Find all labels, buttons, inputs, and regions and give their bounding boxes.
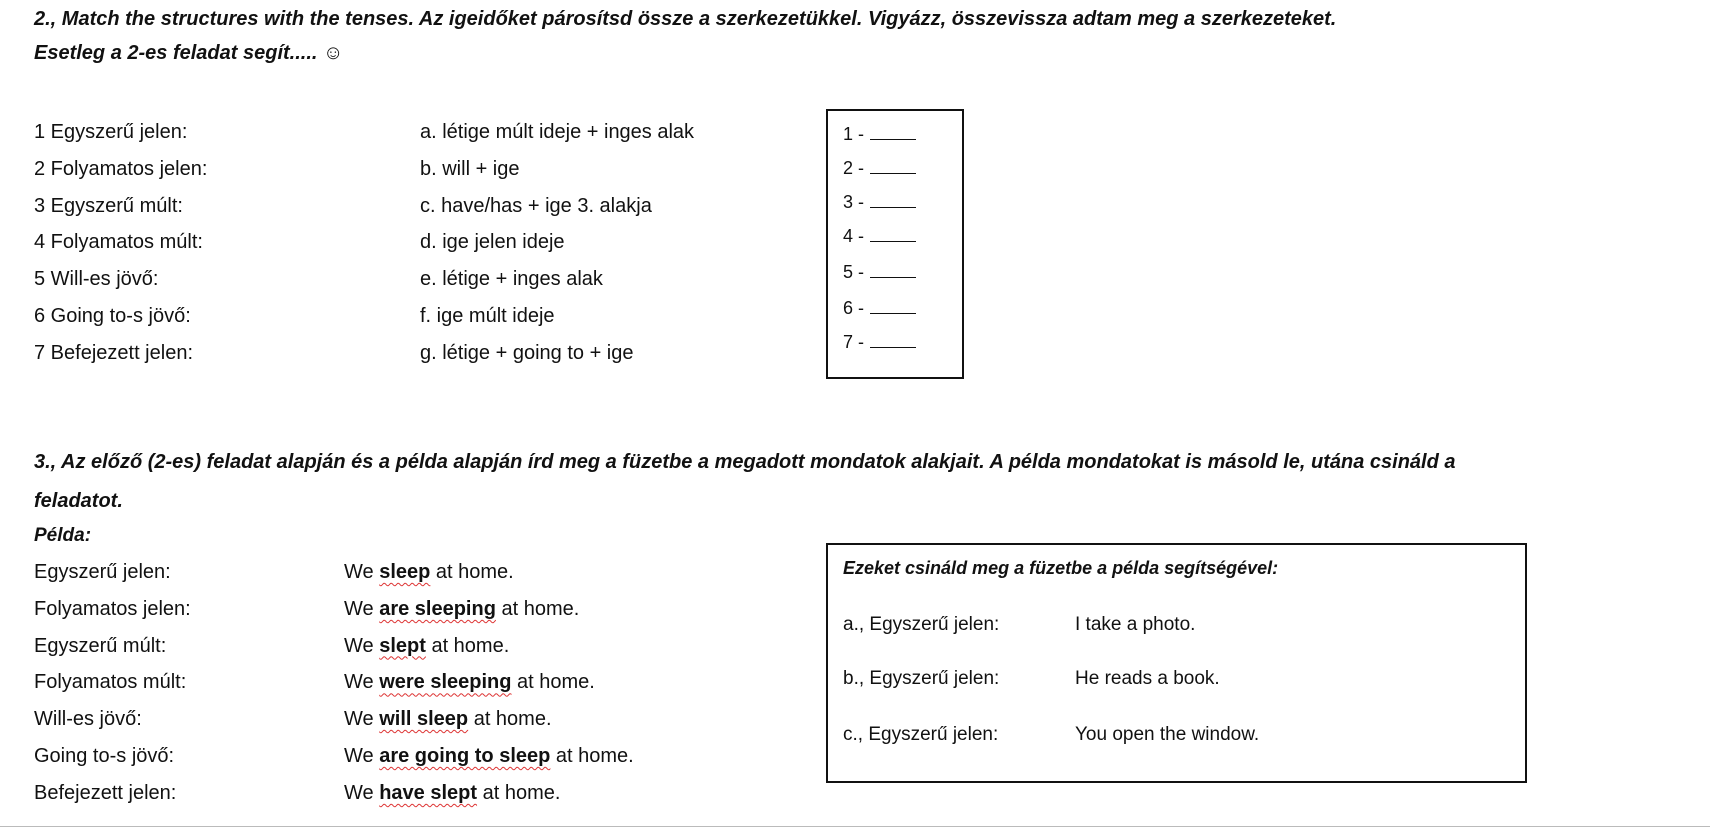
tense-label: 7 Befejezett jelen: bbox=[34, 341, 193, 364]
exercise-sentence: I take a photo. bbox=[1075, 614, 1196, 635]
tense-label: 2 Folyamatos jelen: bbox=[34, 157, 208, 180]
exercise-label: c., Egyszerű jelen: bbox=[843, 724, 999, 745]
example-label: Példa: bbox=[34, 525, 92, 546]
tense-label: 3 Egyszerű múlt: bbox=[34, 194, 183, 217]
example-tense: Egyszerű jelen: bbox=[34, 561, 171, 583]
example-sentence: We sleep at home. bbox=[344, 561, 514, 583]
exercise-sentence: You open the window. bbox=[1075, 724, 1260, 745]
exercise-box-title: Ezeket csináld meg a füzetbe a példa segítségével: bbox=[843, 558, 1279, 578]
tense-label: 1 Egyszerű jelen: bbox=[34, 121, 188, 143]
example-tense: Going to-s jövő: bbox=[34, 745, 175, 767]
example-tense: Folyamatos jelen: bbox=[34, 597, 191, 620]
answer-slot[interactable]: 7 - bbox=[843, 332, 916, 353]
structure-item: d. ige jelen ideje bbox=[420, 231, 565, 254]
structure-item: b. will + ige bbox=[420, 157, 520, 180]
structure-item: e. létige + inges alak bbox=[420, 268, 603, 291]
example-tense: Egyszerű múlt: bbox=[34, 634, 167, 657]
answer-slot[interactable]: 3 - bbox=[843, 192, 916, 213]
task3-title: 3., Az előző (2-es) feladat alapján és a példa alapján írd meg a füzetbe a megadott mondatok alakjait. A példa mondatokat is másold le, utána csináld a bbox=[34, 451, 1456, 473]
example-sentence: We are sleeping at home. bbox=[344, 597, 580, 620]
structure-item: c. have/has + ige 3. alakja bbox=[420, 194, 652, 217]
answer-slot[interactable]: 5 - bbox=[843, 262, 916, 283]
answer-slot[interactable]: 6 - bbox=[843, 298, 916, 319]
example-tense: Befejezett jelen: bbox=[34, 781, 177, 804]
example-tense: Will-es jövő: bbox=[34, 708, 142, 731]
tense-label: 6 Going to-s jövő: bbox=[34, 305, 191, 327]
structure-item: g. létige + going to + ige bbox=[420, 341, 634, 364]
tense-label: 5 Will-es jövő: bbox=[34, 268, 159, 291]
example-sentence: We are going to sleep at home. bbox=[344, 745, 634, 767]
example-tense: Folyamatos múlt: bbox=[34, 671, 187, 694]
exercise-label: b., Egyszerű jelen: bbox=[843, 668, 1000, 689]
exercise-sentence: He reads a book. bbox=[1075, 668, 1220, 689]
example-sentence: We slept at home. bbox=[344, 634, 510, 657]
example-sentence: We were sleeping at home. bbox=[344, 671, 595, 694]
task2-title: 2., Match the structures with the tenses. Az igeidőket párosítsd össze a szerkezetükkel. Vigyázz, összevissza adtam meg a szerkezeteket. bbox=[34, 8, 1337, 30]
page-bottom-rule bbox=[0, 826, 1710, 827]
answer-slot[interactable]: 1 - bbox=[843, 124, 916, 145]
example-sentence: We will sleep at home. bbox=[344, 708, 552, 731]
answer-slot[interactable]: 2 - bbox=[843, 158, 916, 179]
task2-subtitle: Esetleg a 2-es feladat segít..... ☺ bbox=[34, 42, 344, 64]
structure-item: a. létige múlt ideje + inges alak bbox=[420, 121, 695, 143]
exercise-box bbox=[826, 543, 1527, 783]
answer-slot[interactable]: 4 - bbox=[843, 226, 916, 247]
exercise-label: a., Egyszerű jelen: bbox=[843, 614, 1000, 635]
structure-item: f. ige múlt ideje bbox=[420, 305, 555, 327]
example-sentence: We have slept at home. bbox=[344, 781, 561, 804]
tense-label: 4 Folyamatos múlt: bbox=[34, 231, 203, 254]
task3-title-cont: feladatot. bbox=[34, 490, 123, 512]
answer-box bbox=[826, 109, 964, 379]
